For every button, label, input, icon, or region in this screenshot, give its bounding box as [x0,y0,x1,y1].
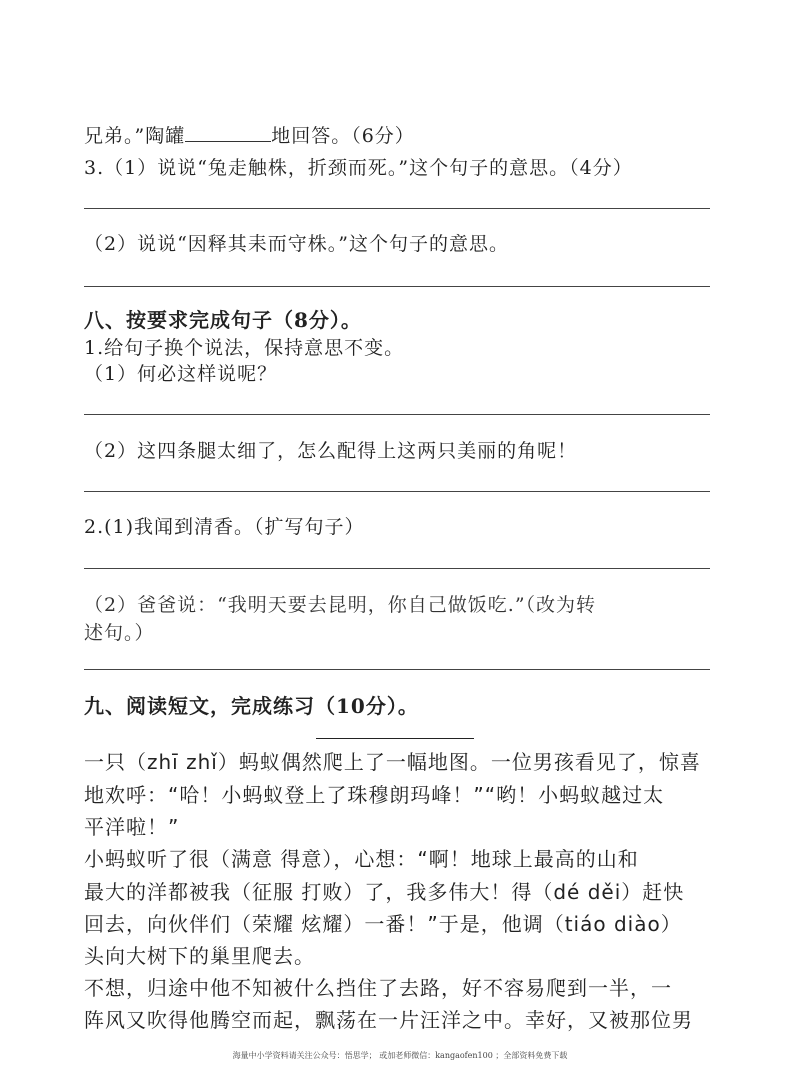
section8-item1-2: （2）这四条腿太细了，怎么配得上这两只美丽的角呢！ [84,440,578,462]
passage-line: 最大的洋都被我（征服 打败）了，我多伟大！得（dé děi）赶快 [84,880,685,904]
section8-item2-2a: （2）爸爸说：“我明天要去昆明，你自己做饭吃.”（改为转 [84,594,597,616]
title-underline [316,738,474,739]
passage-line: 头向大树下的巢里爬去。 [84,944,315,968]
section8-title: 八、按要求完成句子（8分）。 [84,308,362,332]
passage-line: 阵风又吹得他腾空而起，飘荡在一片汪洋之中。幸好，又被那位男 [84,1008,693,1032]
passage-line: 小蚂蚁听了很（满意 得意），心想：“啊！地球上最高的山和 [84,847,639,871]
answer-rule[interactable] [84,669,710,670]
answer-rule[interactable] [84,208,710,209]
answer-rule[interactable] [84,568,710,569]
q7-text-post: 地回答。（6分） [271,125,415,147]
answer-rule[interactable] [84,491,710,492]
q7-answer-line [84,121,415,148]
answer-rule[interactable] [84,286,710,287]
q7-text-pre: 兄弟。”陶罐 [84,125,186,147]
answer-blank[interactable] [185,125,271,142]
q7-3-1: 3.（1）说说“兔走触株，折颈而死。”这个句子的意思。（4分） [84,157,633,179]
footer-note: 海量中小学资料请关注公众号：悟思学； 或加老师微信：kangaofen100 ；全部资料免费下载 [232,1051,568,1060]
passage-line: 一只（zhī zhǐ）蚂蚁偶然爬上了一幅地图。一位男孩看见了，惊喜 [84,750,701,774]
passage-line: 不想，归途中他不知被什么挡住了去路，好不容易爬到一半，一 [84,976,672,1000]
section8-item2-1: 2.(1)我闻到清香。（扩写句子） [84,516,365,538]
section8-item2-2b: 述句。） [84,622,155,644]
passage-line: 回去，向伙伴们（荣耀 炫耀）一番！”于是，他调（tiáo diào） [84,912,682,936]
answer-rule[interactable] [84,414,710,415]
section8-item1: 1.给句子换个说法，保持意思不变。 [84,337,405,359]
section8-item1-1: （1）何必这样说呢？ [84,363,278,385]
passage-line: 地欢呼：“哈！小蚂蚁登上了珠穆朗玛峰！”“哟！小蚂蚁越过太 [84,783,665,807]
section9-title: 九、阅读短文，完成练习（10分）。 [84,694,419,718]
passage-line: 平洋啦！” [84,815,180,839]
q7-3-2: （2）说说“因释其耒而守株。”这个句子的意思。 [84,233,510,255]
